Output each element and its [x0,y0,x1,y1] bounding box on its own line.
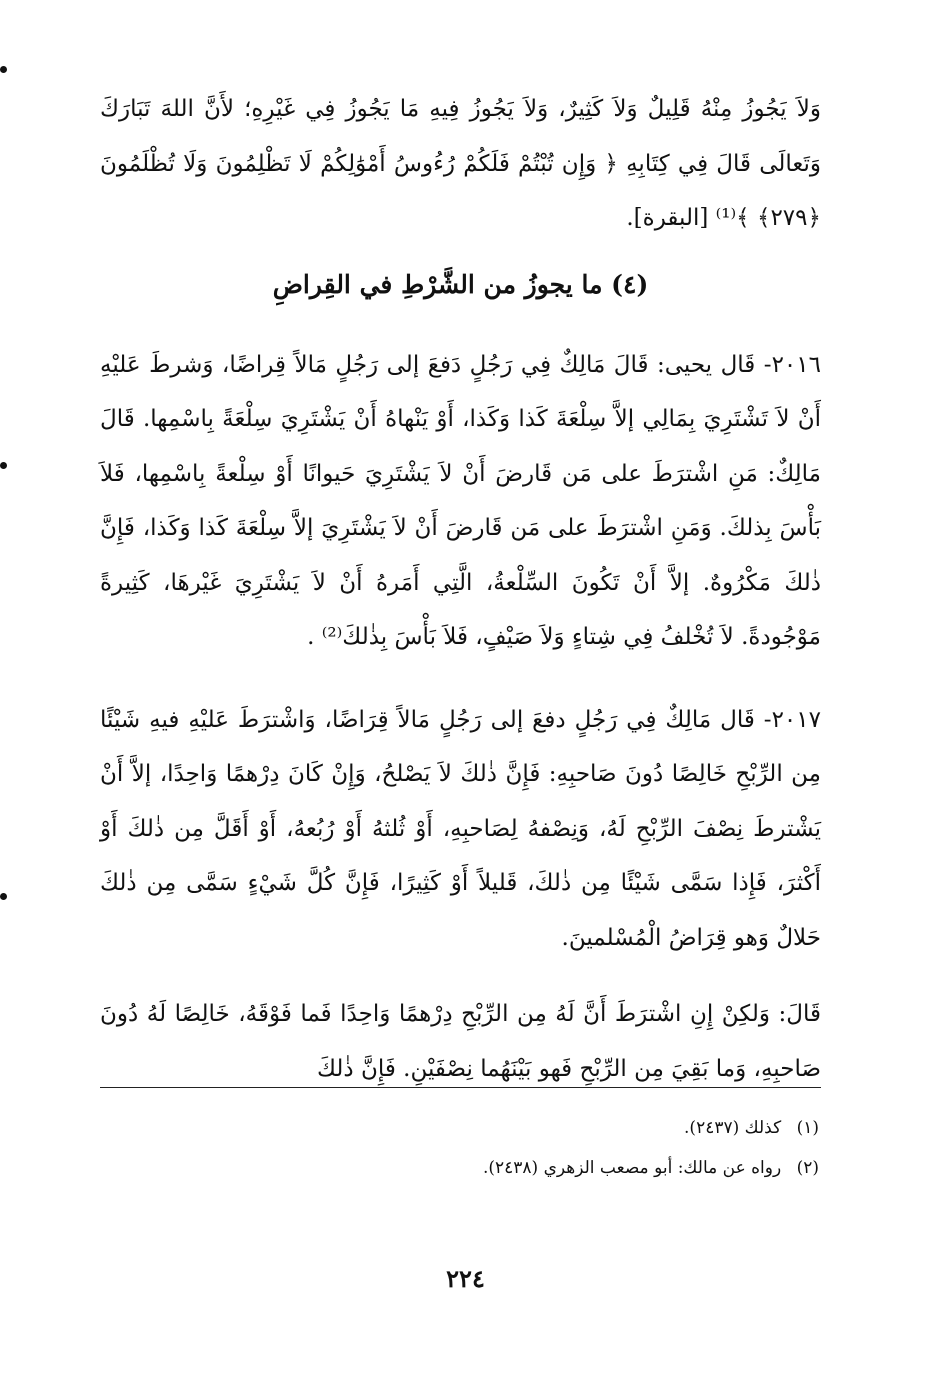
footnote-1 [100,1108,819,1148]
footnotes [100,1108,819,1188]
margin-mark [0,66,7,73]
margin-mark [0,893,7,900]
hadith-text: قَال يحيى: قَالَ مَالِكٌ فِي رَجُلٍ دَفعَ إلى رَجُلٍ مَالاً قِراضًا، وَشرطَ عَليْهِ أَنْ لاَ تَشْتَرِيَ بِمَالِي إلاَّ سِلْعَةَ كَذا وَكَذا، أَوْ يَنْهاهُ أَنْ يَشْتَرِيَ سِلْعَةً بِاسْمِها. قَالَ مَالِكٌ: مَنِ اشْترَطَ على مَن قَارضَ أَنْ لاَ يَشْتَرِيَ حَيوانًا أَوْ سِلْعةً بِاسْمِها، فَلاَ بَأْسَ بِذلكَ. وَمَنِ اشْترَطَ على مَن قَارضَ أَنْ لاَ يَشْتَرِيَ إلاَّ سِلْعَةَ كَذا وَكَذا، فَإِنَّ ذٰلكَ مَكْرُوهٌ. إلاَّ أَنْ تَكُونَ السِّلْعةُ، الَّتِي أَمَرهُ أَنْ لاَ يَشْتَرِيَ غَيْرهَا، كَثِيرةً مَوْجُودةً. لاَ تُخْلفُ فِي شِتاءٍ وَلاَ صَيْفٍ، فَلاَ بَأْسَ بِذٰلكَ⁽²⁾ . [100,351,821,650]
continuation-paragraph [100,987,821,1096]
hadith-text: قَال مَالِكٌ فِي رَجُلٍ دفعَ إلى رَجُلٍ مَالاً قِرَاضًا، وَاشْترَطَ عَليْهِ فيهِ شَيْئًا مِن الرِّبْحِ خَالِصًا دُونَ صَاحبِهِ: فَإِنَّ ذٰلكَ لاَ يَصْلحُ، وَإِنْ كَانَ دِرْهمًا وَاحِدًا، إلاَّ أَنْ يَشْترطَ نِصْفَ الرِّبْحِ لَهُ، وَنِصْفهُ لِصَاحبِهِ، أَوْ ثُلثهُ أَوْ رُبُعهُ، أَوْ أَقَلَّ مِن ذٰلكَ أَوْ أَكْثرَ، فَإِذا سَمَّى شَيْئًا مِن ذٰلكَ، قَليلاً أَوْ كَثِيرًا، فَإِنَّ كُلَّ شَيْءٍ سَمَّى مِن ذٰلكَ حَلالٌ وَهو قِرَاضُ الْمُسْلمينَ. [100,706,821,951]
footnote-marker: (٢) [796,1158,819,1178]
footnote-divider [100,1087,821,1088]
footnote-text: كذلك (٢٤٣٧). [684,1118,782,1138]
intro-paragraph: وَلاَ يَجُوزُ مِنْهُ قَلِيلٌ وَلاَ كَثِيرٌ، وَلاَ يَجُوزُ فِيهِ مَا يَجُوزُ فِي غَيْرِهِ؛ لأَنَّ اللهَ تَبَارَكَ وَتَعالَى قَالَ فِي كِتَابِهِ ﴿ وَإِن تُبْتُمْ فَلَكُمْ رُءُوسُ أَمْوَٰلِكُمْ لَا تَظْلِمُونَ وَلَا تُظْلَمُونَ ﴿٢٧٩﴾ ﴾⁽¹⁾ [البقرة]. [100,96,821,231]
margin-mark [0,462,7,469]
hadith-number: ٢٠١٦- [763,351,821,378]
hadith-number: ٢٠١٧- [763,706,821,733]
footnote-marker: (١) [796,1118,819,1138]
main-text [100,82,821,1096]
hadith-2016 [100,338,821,665]
footnote-text: رواه عن مالك: أبو مصعب الزهري (٢٤٣٨). [482,1158,782,1178]
section-heading: (٤) ما يجوزُ من الشَّرْطِ في القِراضِ [272,269,649,299]
hadith-2017 [100,693,821,966]
footnote-2 [100,1148,819,1188]
page-number: ٢٢٤ [446,1264,485,1293]
paragraph-text: قَالَ: وَلكِنْ إِنِ اشْترَطَ أَنَّ لَهُ مِن الرِّبْحِ دِرْهمًا وَاحِدًا فَما فَوْقَهُ، خَالِصًا لَهُ دُونَ صَاحبِهِ، وَما بَقِيَ مِن الرِّبْحِ فَهو بَيْنَهُما نِصْفَيْنِ. فَإِنَّ ذٰلكَ [100,1001,821,1082]
